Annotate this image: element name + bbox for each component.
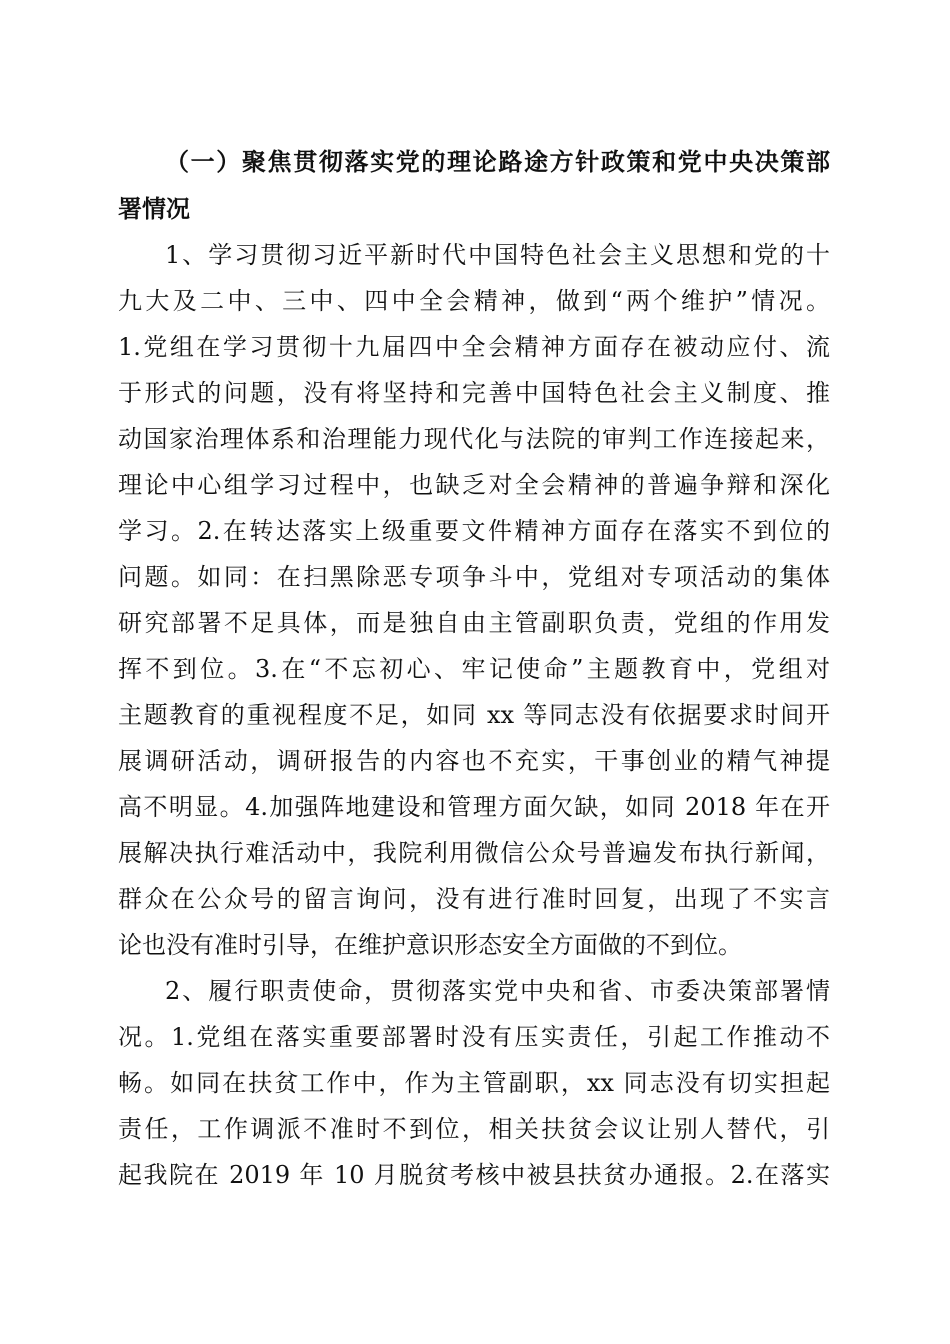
paragraph-1-line-1: 1、学习贯彻习近平新时代中国特色社会主义思想和党的十 [165, 241, 830, 269]
paragraph-2-line-1: 2、履行职责使命，贯彻落实党中央和省、市委决策部署情 [165, 977, 830, 1005]
paragraph-1-line-11: 主题教育的重视程度不足，如同 xx 等同志没有依据要求时间开 [118, 701, 830, 729]
paragraph-1-line-14: 展解决执行难活动中，我院利用微信公众号普遍发布执行新闻， [118, 839, 830, 867]
paragraph-1-line-9: 研究部署不足具体，而是独自由主管副职负责，党组的作用发 [118, 609, 830, 637]
paragraph-2-line-4: 责任，工作调派不准时不到位，相关扶贫会议让别人替代，引 [118, 1115, 830, 1143]
paragraph-1-line-7: 学习。2.在转达落实上级重要文件精神方面存在落实不到位的 [118, 517, 830, 545]
paragraph-1-line-6: 理论中心组学习过程中，也缺乏对全会精神的普遍争辩和深化 [118, 471, 830, 499]
paragraph-2-line-3: 畅。如同在扶贫工作中，作为主管副职，xx 同志没有切实担起 [118, 1069, 830, 1097]
paragraph-2-line-2: 况。1.党组在落实重要部署时没有压实责任，引起工作推动不 [118, 1023, 830, 1051]
section-heading-line-2: 署情况 [118, 194, 190, 223]
paragraph-1-line-5: 动国家治理体系和治理能力现代化与法院的审判工作连接起来， [118, 425, 830, 453]
paragraph-1-line-4: 于形式的问题，没有将坚持和完善中国特色社会主义制度、推 [118, 379, 830, 407]
paragraph-2-line-5: 起我院在 2019 年 10 月脱贫考核中被县扶贫办通报。2.在落实 [118, 1161, 830, 1189]
section-heading-line-1: （一）聚焦贯彻落实党的理论路途方针政策和党中央决策部 [165, 147, 830, 176]
paragraph-1-line-16: 论也没有准时引导，在维护意识形态安全方面做的不到位。 [118, 931, 742, 959]
paragraph-1-line-10: 挥不到位。3.在“不忘初心、牢记使命”主题教育中，党组对 [118, 655, 830, 683]
paragraph-1-line-13: 高不明显。4.加强阵地建设和管理方面欠缺，如同 2018 年在开 [118, 793, 830, 821]
paragraph-1-line-12: 展调研活动，调研报告的内容也不充实，干事创业的精气神提 [118, 747, 830, 775]
paragraph-1-line-15: 群众在公众号的留言询问，没有进行准时回复，出现了不实言 [118, 885, 830, 913]
paragraph-1-line-3: 1.党组在学习贯彻十九届四中全会精神方面存在被动应付、流 [118, 333, 830, 361]
paragraph-1-line-2: 九大及二中、三中、四中全会精神，做到“两个维护”情况。 [118, 287, 830, 315]
paragraph-1-line-8: 问题。如同：在扫黑除恶专项争斗中，党组对专项活动的集体 [118, 563, 830, 591]
